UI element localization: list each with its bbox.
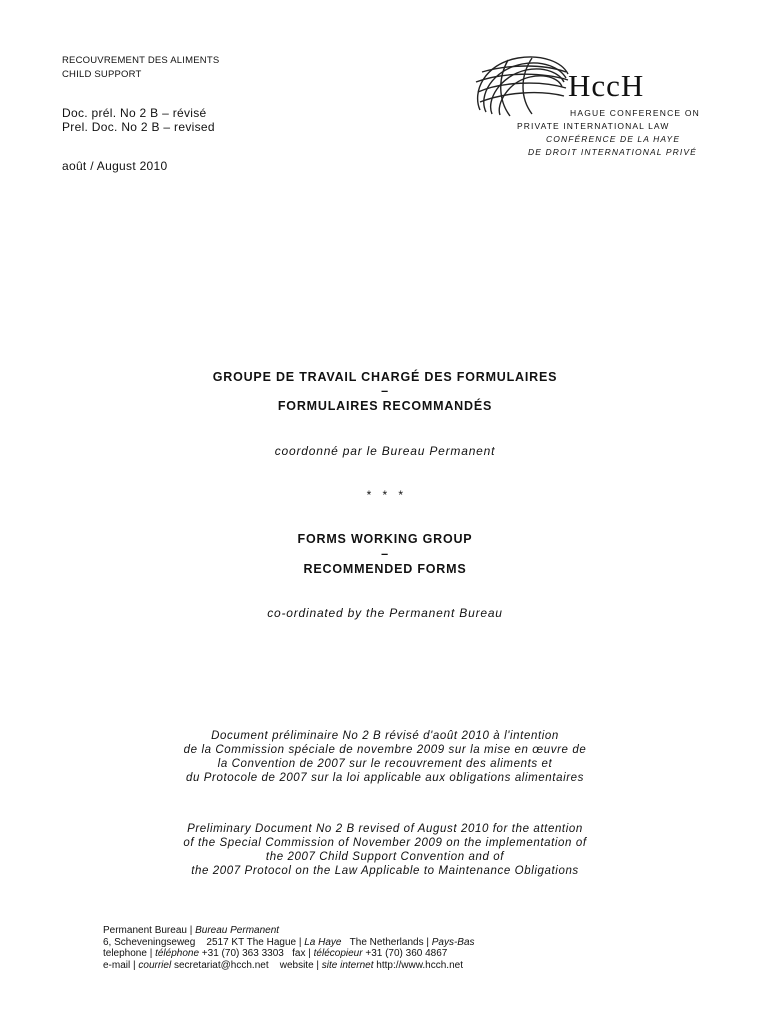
logo-en-line-2: PRIVATE INTERNATIONAL LAW	[517, 121, 670, 131]
header-line-2: CHILD SUPPORT	[62, 69, 142, 80]
title-fr-line-2: FORMULAIRES RECOMMANDÉS	[277, 399, 493, 413]
footer-line-bureau: Permanent Bureau | Bureau Permanent	[103, 925, 280, 936]
title-en-line-1: FORMS WORKING GROUP	[297, 532, 473, 546]
logo-en-line-1: HAGUE CONFERENCE ON	[570, 108, 701, 118]
coordinated-fr: coordonné par le Bureau Permanent	[274, 444, 496, 458]
footer	[103, 925, 475, 971]
paragraph-fr-line: de la Commission spéciale de novembre 2009 sur la mise en œuvre de	[183, 744, 587, 756]
hcch-logo	[470, 50, 700, 160]
logo-wordmark: HccH	[568, 68, 645, 103]
section-separator: * * *	[366, 488, 404, 502]
logo-fr-line-2: DE DROIT INTERNATIONAL PRIVÉ	[528, 147, 697, 157]
footer-line-address: 6, Scheveningseweg 2517 KT The Hague | La Haye The Netherlands | Pays-Bas	[103, 936, 475, 948]
title-en-dash: –	[381, 547, 389, 561]
header-line-1: RECOUVREMENT DES ALIMENTS	[62, 55, 220, 66]
paragraph-en-line: the 2007 Protocol on the Law Applicable to Maintenance Obligations	[191, 865, 579, 877]
paragraph-fr-line: la Convention de 2007 sur le recouvrement des aliments et	[217, 758, 553, 770]
document-date: août / August 2010	[62, 159, 168, 173]
paragraph-en	[0, 822, 770, 878]
footer-line-contact: e-mail | courriel secretariat@hcch.net website | site internet http://www.hcch.net	[103, 959, 463, 971]
paragraph-fr-line: du Protocole de 2007 sur la loi applicable aux obligations alimentaires	[185, 772, 585, 784]
globe-icon	[470, 52, 574, 118]
title-en-line-2: RECOMMENDED FORMS	[303, 562, 467, 576]
doc-ref-en: Prel. Doc. No 2 B – revised	[62, 120, 215, 134]
footer-line-phone: telephone | téléphone +31 (70) 363 3303 fax | télécopieur +31 (70) 360 4867	[103, 948, 448, 959]
coordinated-en: co-ordinated by the Permanent Bureau	[267, 606, 503, 620]
paragraph-fr-line: Document préliminaire No 2 B révisé d'août 2010 à l'intention	[211, 730, 559, 742]
title-fr-dash: –	[381, 384, 389, 398]
logo-fr-line-1: CONFÉRENCE DE LA HAYE	[546, 134, 681, 144]
paragraph-en-line: the 2007 Child Support Convention and of	[265, 851, 505, 863]
paragraph-en-line: Preliminary Document No 2 B revised of August 2010 for the attention	[187, 823, 583, 835]
paragraph-fr	[0, 729, 770, 785]
doc-ref-fr: Doc. prél. No 2 B – révisé	[62, 106, 207, 120]
paragraph-en-line: of the Special Commission of November 2009 on the implementation of	[183, 837, 587, 849]
title-fr-line-1: GROUPE DE TRAVAIL CHARGÉ DES FORMULAIRES	[212, 370, 558, 384]
